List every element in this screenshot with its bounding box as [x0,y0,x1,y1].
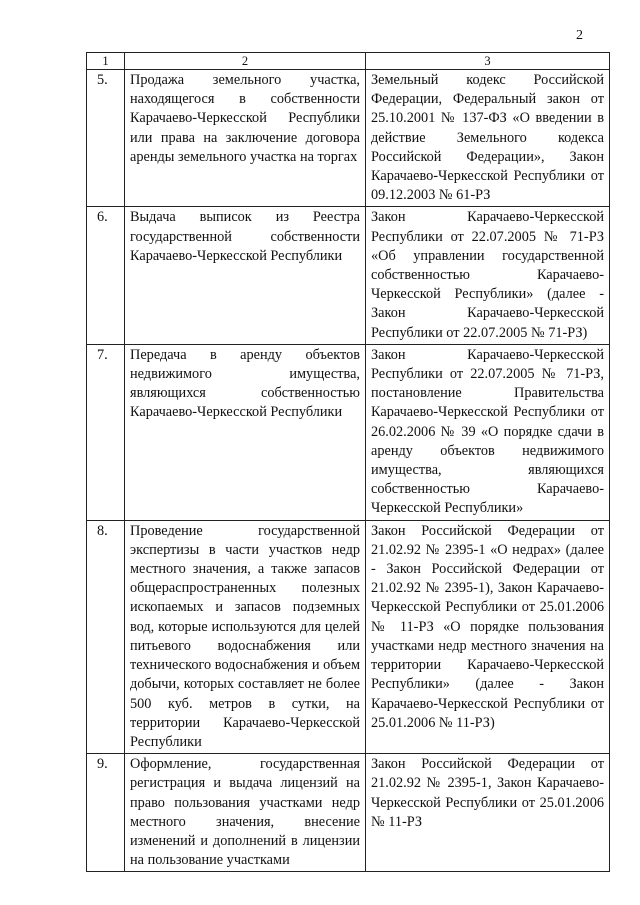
row-number: 5. [87,70,125,207]
service-name: Выдача выписок из Реестра государственной собственности Карачаево-Черкесской Республики [125,207,366,344]
service-name: Оформление, государственная регистрация и выдача лицензий на право пользования участками недр местного значения, внесение изменений и дополнений в лицензии на пользование участками [125,754,366,872]
row-number: 6. [87,207,125,344]
page-number: 2 [576,28,583,43]
row-number: 8. [87,520,125,753]
table-row [87,344,610,520]
table-row [87,207,610,344]
service-name: Продажа земельного участка, находящегося в собственности Карачаево-Черкесской Республики или права на заключение договора аренды земельного участка на торгах [125,70,366,207]
legal-basis: Закон Карачаево-Черкесской Республики от 22.07.2005 № 71-РЗ, постановление Правительства Карачаево-Черкесской Республики от 26.02.2006 № 39 «О порядке сдачи в аренду объектов недвижимого имущества, являющихся собственностью Карачаево-Черкесской Республики» [366,344,610,520]
service-name: Передача в аренду объектов недвижимого имущества, являющихся собственностью Карачаево-Черкесской Республики [125,344,366,520]
table-row [87,70,610,207]
legal-basis: Земельный кодекс Российской Федерации, Федеральный закон от 25.10.2001 № 137-ФЗ «О введении в действие Земельного кодекса Российской Федерации», Закон Карачаево-Черкесской Республики от 09.12.2003 № 61-РЗ [366,70,610,207]
service-name: Проведение государственной экспертизы в части участков недр местного значения, а также запасов общераспространенных полезных ископаемых и запасов подземных вод, которые используются для целей питьевого водоснабжения или технического водоснабжения и объем добычи, которых составляет не более 500 куб. метров в сутки, на территории Карачаево-Черкесской Республики [125,520,366,753]
legal-basis: Закон Карачаево-Черкесской Республики от 22.07.2005 № 71-РЗ «Об управлении государственной собственностью Карачаево-Черкесской Республики» (далее - Закон Карачаево-Черкесской Республики от 22.07.2005 № 71-РЗ) [366,207,610,344]
table-header-row [87,53,610,70]
column-header-service: 2 [125,53,366,70]
column-header-legal-basis: 3 [366,53,610,70]
services-table [86,52,610,872]
column-header-number: 1 [87,53,125,70]
row-number: 9. [87,754,125,872]
legal-basis: Закон Российской Федерации от 21.02.92 № 2395-1 «О недрах» (далее - Закон Российской Федерации от 21.02.92 № 2395-1), Закон Карачаево-Черкесской Республики от 25.01.2006 № 11-РЗ «О порядке пользования участками недр местного значения на территории Карачаево-Черкесской Республики» (далее - Закон Карачаево-Черкесской Республики от 25.01.2006 № 11-РЗ) [366,520,610,753]
row-number: 7. [87,344,125,520]
table-row [87,520,610,753]
legal-basis: Закон Российской Федерации от 21.02.92 № 2395-1, Закон Карачаево-Черкесской Республики от 25.01.2006 № 11-РЗ [366,754,610,872]
table-row [87,754,610,872]
